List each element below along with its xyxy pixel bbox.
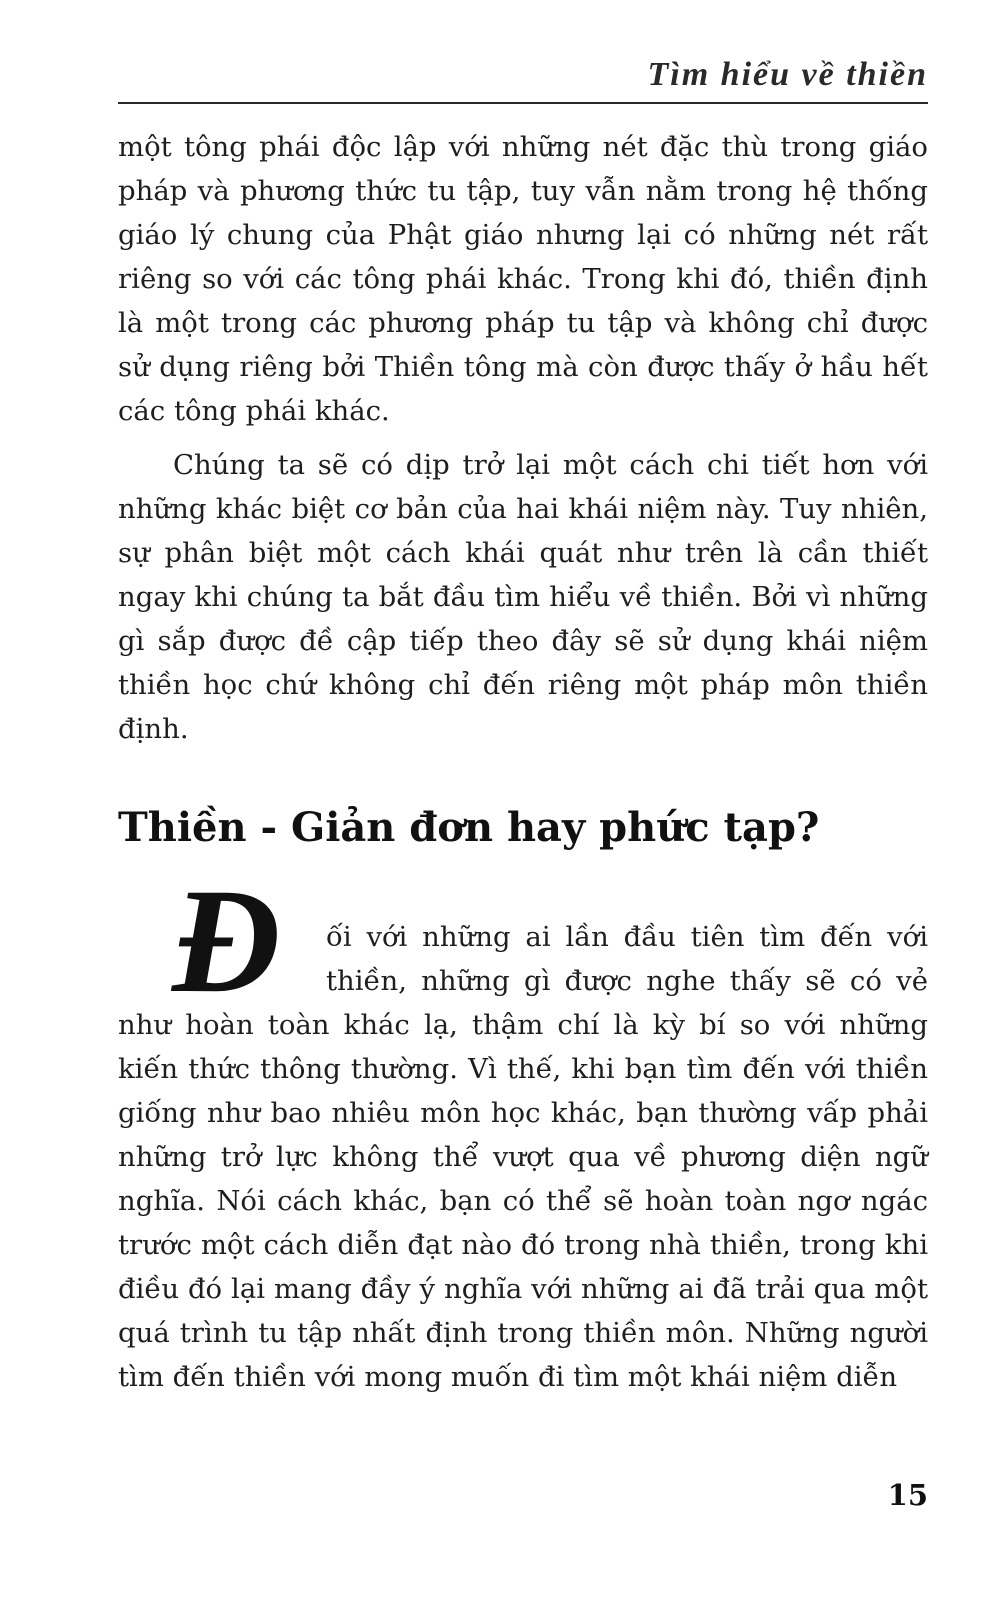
header-rule [118,102,928,104]
running-header: Tìm hiểu về thiền [647,56,928,93]
page-number: 15 [887,1478,928,1512]
section-heading: Thiền - Giản đơn hay phức tạp? [118,804,820,851]
drop-cap [168,887,318,1005]
drop-cap-glyph: Đ [172,887,281,1005]
paragraph-1: một tông phái độc lập với những nét đặc thù trong giáo pháp và phương thức tu tập, tuy vẫn nằm trong hệ thống giáo lý chung của Phật giáo nhưng lại có những nét rất riêng so với các tông phái khác. Trong khi đó, thiền định là một trong các phương pháp tu tập và không chỉ được sử dụng riêng bởi Thiền tông mà còn được thấy ở hầu hết các tông phái khác. [118,131,928,427]
paragraph-3-text: ối với những ai lần đầu tiên tìm đến với thiền, những gì được nghe thấy sẽ có vẻ như hoàn toàn khác lạ, thậm chí là kỳ bí so với những kiến thức thông thường. Vì thế, khi bạn tìm đến với thiền giống như bao nhiêu môn học khác, bạn thường vấp phải những trở lực không thể vượt qua về phương diện ngữ nghĩa. Nói cách khác, bạn có thể sẽ hoàn toàn ngơ ngác trước một cách diễn đạt nào đó trong nhà thiền, trong khi điều đó lại mang đầy ý nghĩa với những ai đã trải qua một quá trình tu tập nhất định trong thiền môn. Những người tìm đến thiền với mong muốn đi tìm một khái niệm diễn [118,921,928,1393]
paragraph-2: Chúng ta sẽ có dịp trở lại một cách chi tiết hơn với những khác biệt cơ bản của hai khái niệm này. Tuy nhiên, sự phân biệt một cách khái quát như trên là cần thiết ngay khi chúng ta bắt đầu tìm hiểu về thiền. Bởi vì những gì sắp được đề cập tiếp theo đây sẽ sử dụng khái niệm thiền học chứ không chỉ đến riêng một pháp môn thiền định. [118,449,928,745]
paragraph-3 [118,887,928,1399]
drop-cap-letter-icon [168,887,318,1005]
